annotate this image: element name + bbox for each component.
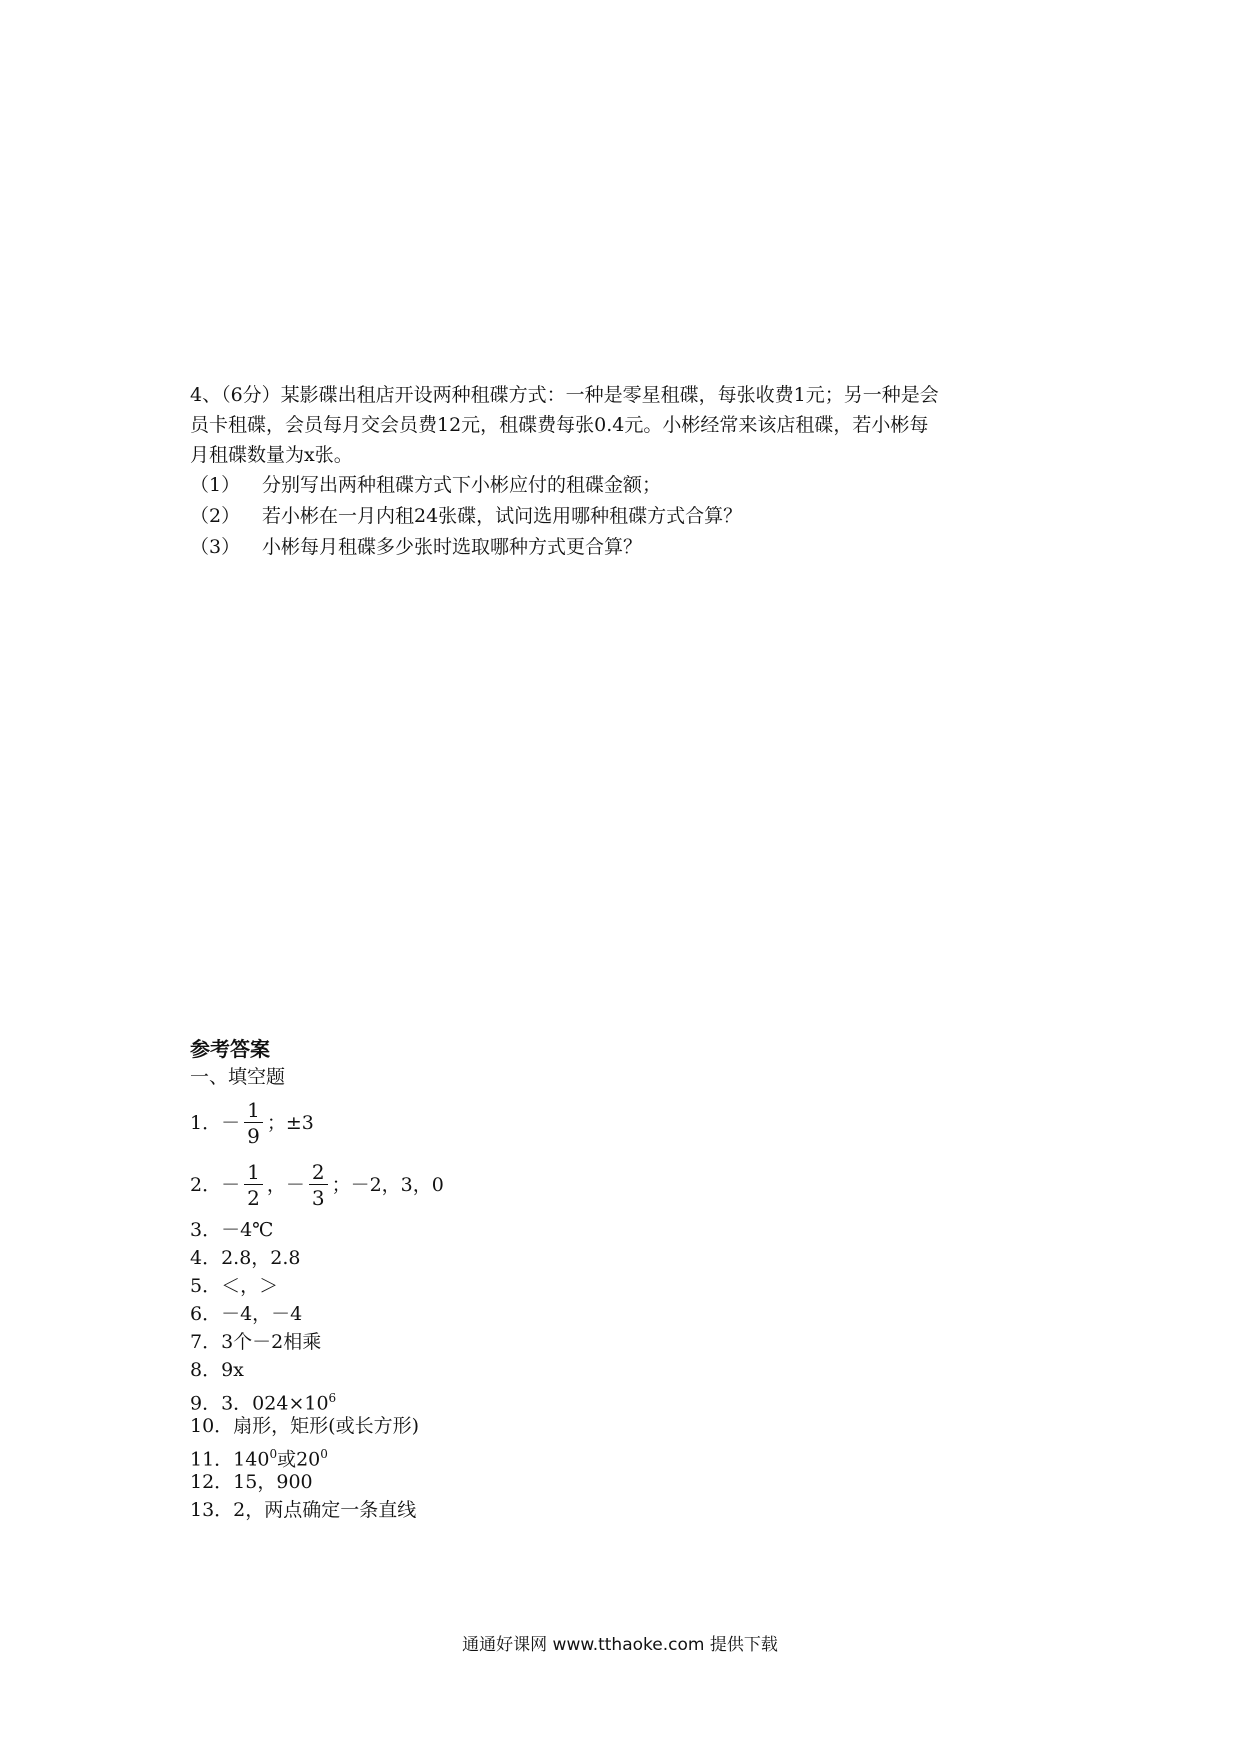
problem-line: 员卡租碟，会员每月交会员费12元，租碟费每张0.4元。小彬经常来该店租碟，若小彬每 bbox=[190, 414, 929, 436]
answer-10: 10．扇形，矩形(或长方形) bbox=[190, 1415, 420, 1437]
sub-question-2 bbox=[190, 501, 1060, 532]
sub-question-number: （2） bbox=[190, 505, 241, 527]
fraction-numerator: 1 bbox=[244, 1098, 263, 1123]
fraction-denominator: 9 bbox=[247, 1123, 260, 1148]
problem-line: 月租碟数量为x张。 bbox=[190, 444, 353, 466]
problem-4 bbox=[190, 380, 1060, 563]
exponent: 6 bbox=[328, 1391, 337, 1405]
sub-question-number: （3） bbox=[190, 536, 241, 558]
answer-key bbox=[190, 1036, 444, 1524]
fraction bbox=[244, 1160, 263, 1211]
answer-4: 4．2.8，2.8 bbox=[190, 1247, 301, 1269]
answer-12: 12．15，900 bbox=[190, 1471, 313, 1493]
fraction bbox=[309, 1160, 328, 1211]
fraction-denominator: 2 bbox=[247, 1185, 260, 1210]
answer-prefix: 2．－ bbox=[190, 1174, 241, 1196]
sub-question-number: （1） bbox=[190, 474, 241, 496]
exponent: 0 bbox=[320, 1447, 328, 1461]
fraction-numerator: 2 bbox=[309, 1160, 328, 1185]
sub-question-text: 分别写出两种租碟方式下小彬应付的租碟金额； bbox=[262, 474, 662, 496]
answer-text: 9．3．024×10 bbox=[190, 1392, 329, 1415]
answer-9 bbox=[190, 1384, 444, 1415]
page-footer: 通通好课网 www.tthaoke.com 提供下载 bbox=[462, 1635, 778, 1655]
sub-question-3 bbox=[190, 532, 1060, 563]
answer-7: 7．3个－2相乘 bbox=[190, 1331, 322, 1353]
answer-11 bbox=[190, 1440, 444, 1471]
answer-6: 6．－4，－4 bbox=[190, 1303, 303, 1325]
sub-question-1 bbox=[190, 470, 1060, 501]
answer-text: 11．140 bbox=[190, 1448, 270, 1471]
sub-question-text: 小彬每月租碟多少张时选取哪种方式更合算？ bbox=[262, 536, 643, 558]
answer-prefix: 1．－ bbox=[190, 1112, 241, 1134]
sub-question-text: 若小彬在一月内租24张碟，试问选用哪种租碟方式合算？ bbox=[262, 505, 743, 527]
problem-line: 4、（6分）某影碟出租店开设两种租碟方式：一种是零星租碟，每张收费1元；另一种是会 bbox=[190, 384, 939, 406]
fraction-denominator: 3 bbox=[311, 1185, 325, 1210]
answer-separator: ，－ bbox=[266, 1174, 305, 1196]
answer-13: 13．2，两点确定一条直线 bbox=[190, 1499, 417, 1521]
answer-suffix: ；－2，3，0 bbox=[331, 1174, 444, 1196]
section-heading: 一、填空题 bbox=[190, 1066, 286, 1088]
exponent: 0 bbox=[269, 1447, 278, 1461]
fraction bbox=[244, 1098, 263, 1149]
answer-suffix: ；±3 bbox=[266, 1112, 314, 1134]
answer-1 bbox=[190, 1092, 444, 1154]
fraction-numerator: 1 bbox=[244, 1160, 263, 1185]
answer-text: 或20 bbox=[277, 1448, 321, 1471]
answer-2 bbox=[190, 1154, 444, 1216]
answer-5: 5．＜，＞ bbox=[190, 1275, 279, 1297]
answer-title: 参考答案 bbox=[190, 1037, 270, 1061]
answer-8: 8．9x bbox=[190, 1359, 244, 1381]
answer-3: 3．－4℃ bbox=[190, 1219, 274, 1241]
